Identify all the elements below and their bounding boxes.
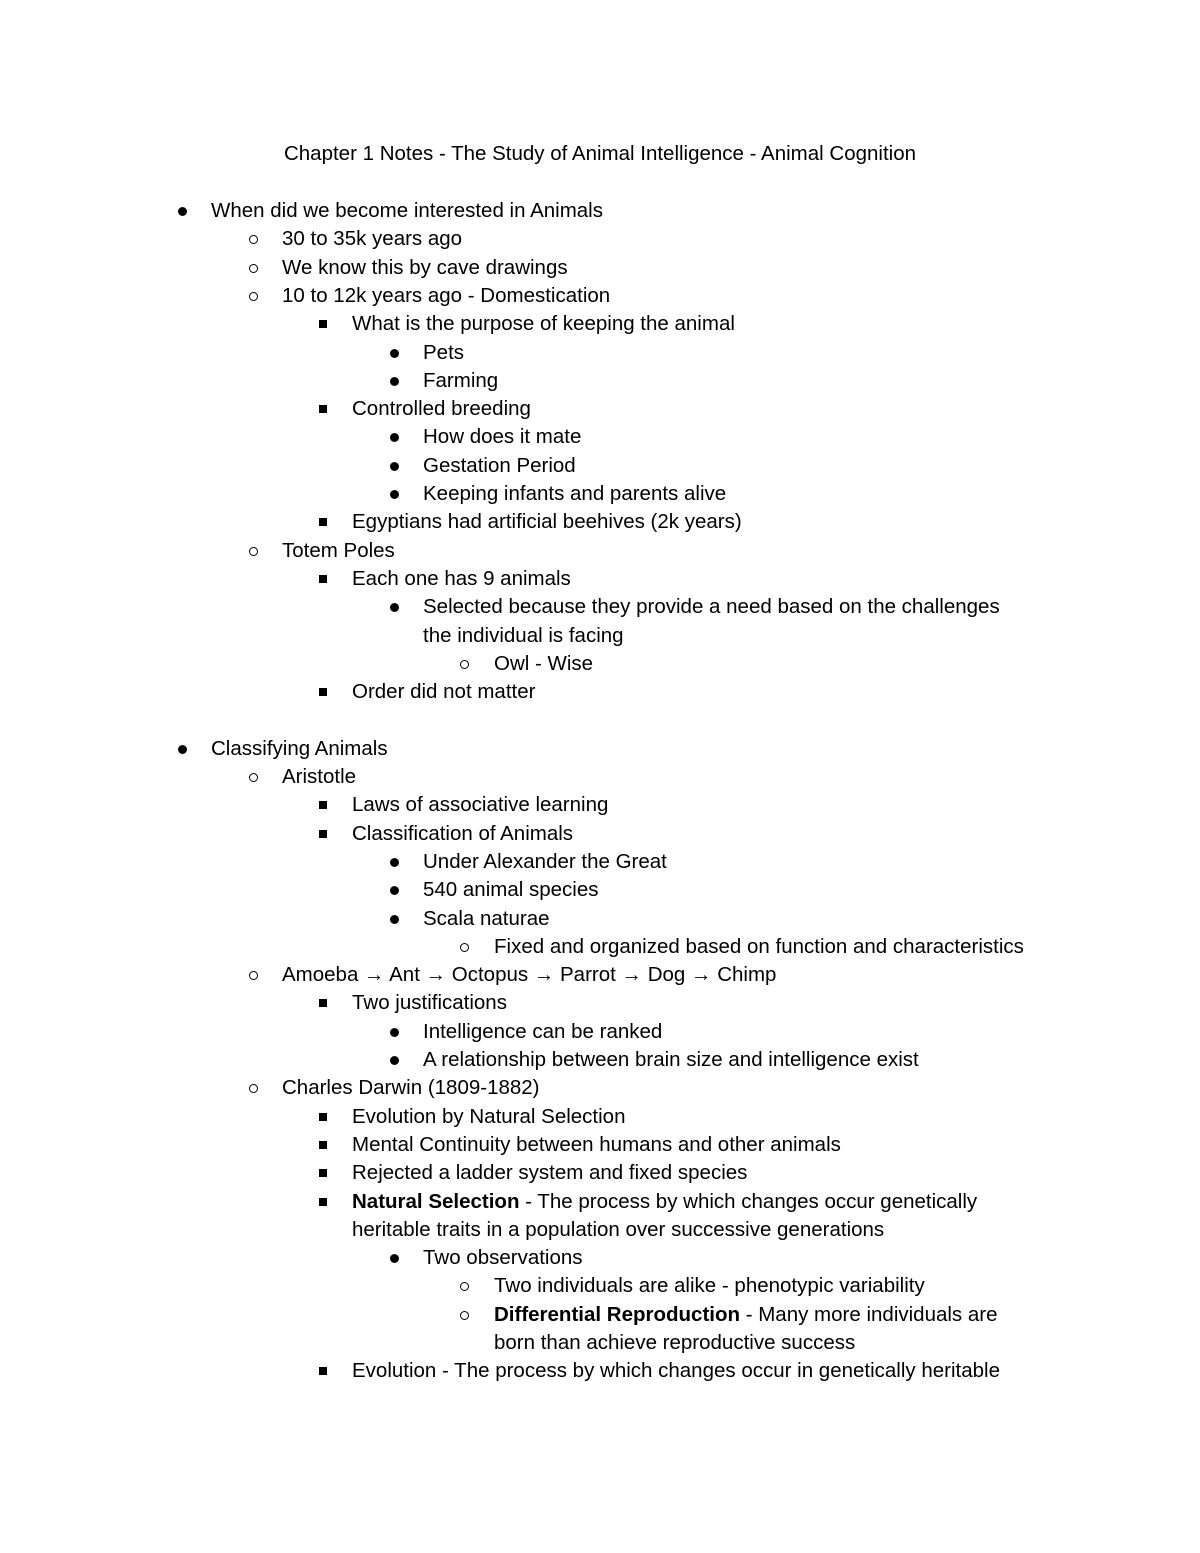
- item-text: Pets: [423, 340, 465, 364]
- list-item-text: [423, 622, 624, 650]
- list-item-text: [352, 1159, 747, 1187]
- item-text: Aristotle: [282, 765, 357, 788]
- list-item-text: [352, 1357, 1000, 1385]
- item-text: Two individuals are alike - phenotypic variability: [494, 1274, 925, 1298]
- item-text: Two observations: [423, 1246, 583, 1270]
- item-text: Under Alexander the Great: [423, 849, 667, 873]
- page-title: Chapter 1 Notes - The Study of Animal Intelligence - Animal Cognition: [283, 142, 917, 165]
- list-item-text: [423, 423, 581, 451]
- list-item-text: [352, 1103, 626, 1131]
- list-item-text: [423, 452, 576, 480]
- item-text: Gestation Period: [423, 453, 576, 477]
- list-item-text: [352, 1131, 841, 1159]
- list-item-text: [423, 1046, 919, 1074]
- list-item-text: [352, 820, 573, 848]
- list-item-text: [282, 763, 356, 791]
- list-item-text: [494, 933, 1024, 961]
- item-text: Egyptians had artificial beehives (2k years): [352, 510, 742, 534]
- item-text: Keeping infants and parents alive: [423, 482, 727, 505]
- list-item-text: [423, 905, 550, 933]
- item-text: What is the purpose of keeping the animal: [352, 312, 735, 336]
- list-item-text: [352, 395, 531, 423]
- list-item-text: [211, 197, 603, 225]
- item-text: Totem Poles: [282, 538, 395, 562]
- item-text: Intelligence can be ranked: [423, 1019, 663, 1043]
- item-text: the individual is facing: [423, 623, 624, 647]
- item-text: 540 animal species: [423, 878, 599, 902]
- list-item-text: [282, 537, 395, 565]
- list-item-text: [352, 989, 507, 1017]
- item-text: A relationship between brain size and intelligence exist: [423, 1048, 919, 1071]
- list-item-text: [352, 508, 742, 536]
- item-text: Scala naturae: [423, 906, 550, 930]
- item-text: - The process by which changes occur genetically: [519, 1189, 978, 1213]
- item-text: Farming: [423, 368, 499, 392]
- item-text: Rejected a ladder system and fixed species: [352, 1161, 748, 1185]
- item-text: How does it mate: [423, 425, 582, 449]
- list-item-text: [282, 961, 776, 989]
- list-item-text: [494, 650, 593, 678]
- item-text: We know this by cave drawings: [282, 255, 568, 279]
- list-item-text: [352, 565, 571, 593]
- item-text: Evolution by Natural Selection: [352, 1104, 626, 1128]
- list-item-text: [423, 876, 599, 904]
- list-item-text: [423, 593, 1000, 621]
- list-item-text: [352, 310, 735, 338]
- list-item-text: [282, 282, 610, 310]
- list-item-text: [211, 735, 388, 763]
- item-text: Classifying Animals: [211, 736, 388, 760]
- list-item-text: [423, 480, 726, 508]
- list-item-text: [282, 225, 462, 253]
- item-text: Amoeba → Ant → Octopus → Parrot → Dog → Chimp: [282, 963, 777, 987]
- item-text: Mental Continuity between humans and other animals: [352, 1132, 841, 1156]
- bold-term: Differential Reproduction: [494, 1302, 741, 1326]
- list-item-text: [423, 367, 498, 395]
- item-text: Two justifications: [352, 991, 507, 1015]
- item-text: born than achieve reproductive success: [494, 1331, 856, 1354]
- list-item-text: [352, 791, 608, 819]
- list-item-text: [352, 1216, 884, 1244]
- list-item-text: [494, 1272, 925, 1300]
- item-text: Classification of Animals: [352, 821, 574, 845]
- item-text: Owl - Wise: [494, 651, 594, 675]
- list-item-text: [423, 1244, 583, 1272]
- list-item-text: [423, 848, 667, 876]
- item-text: - Many more individuals are: [740, 1302, 998, 1326]
- item-text: Selected because they provide a need based on the challenges: [423, 595, 1000, 619]
- list-item-text: [282, 254, 568, 282]
- item-text: Fixed and organized based on function and characteristics: [494, 934, 1024, 958]
- item-text: Controlled breeding: [352, 397, 531, 421]
- item-text: Each one has 9 animals: [352, 566, 571, 590]
- item-text: 30 to 35k years ago: [282, 227, 463, 251]
- item-text: When did we become interested in Animals: [211, 199, 603, 222]
- list-item-text: [352, 1188, 977, 1216]
- list-item-text: [423, 339, 464, 367]
- item-text: Charles Darwin (1809-1882): [282, 1076, 540, 1100]
- list-item-text: [494, 1301, 998, 1329]
- bold-term: Natural Selection: [352, 1189, 520, 1213]
- list-item-text: [282, 1074, 540, 1102]
- item-text: Laws of associative learning: [352, 793, 609, 817]
- item-text: Evolution - The process by which changes occur in genetically heritable: [352, 1359, 1001, 1383]
- item-text: 10 to 12k years ago - Domestication: [282, 283, 611, 307]
- list-item-text: [423, 1018, 662, 1046]
- item-text: Order did not matter: [352, 680, 536, 704]
- list-item-text: [352, 678, 535, 706]
- item-text: heritable traits in a population over successive generations: [352, 1217, 885, 1241]
- list-item-text: [494, 1329, 855, 1357]
